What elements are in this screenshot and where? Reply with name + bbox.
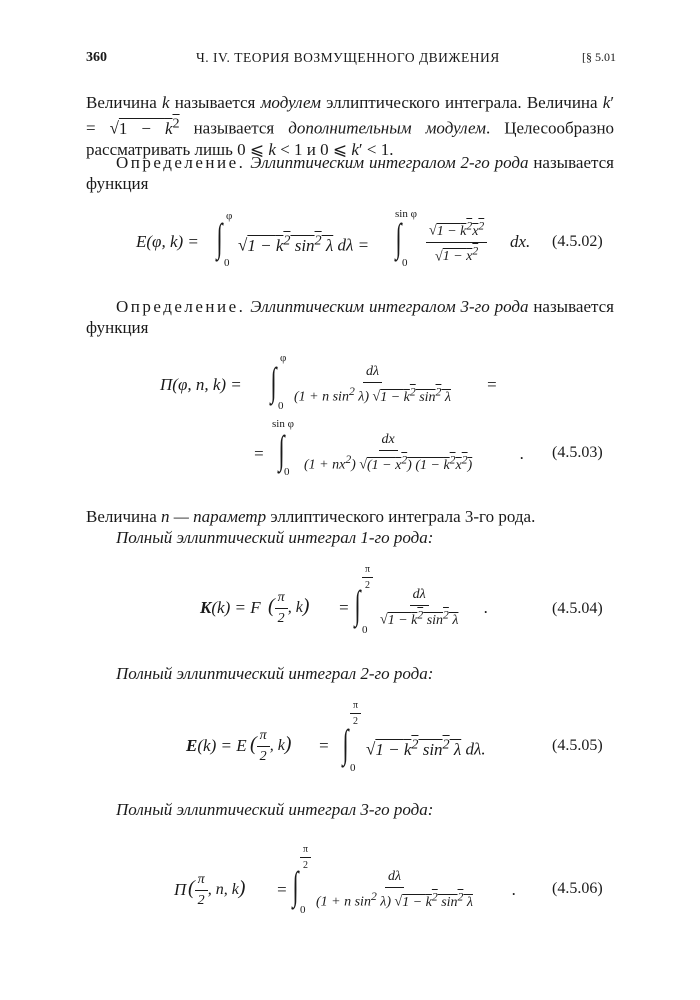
page-number: 360 xyxy=(86,50,107,65)
page-header xyxy=(86,50,616,70)
caption-first-kind: Полный эллиптический интеграл 1-го рода: xyxy=(116,528,434,547)
caption-third-kind: Полный эллиптический интеграл 3-го рода: xyxy=(116,800,434,819)
definition-second-kind: Определение. Эллиптическим интегралом 2-го рода называется функция xyxy=(86,153,615,193)
parameter-line: Величина n — параметр эллиптического интеграла 3-го рода. xyxy=(86,507,536,526)
modulus-paragraph: Величина k называется модулем эллиптического интеграла. Величина $k' = √1 - k^2$ называется дополнительным модулем. Целесообразно рассматривать лишь 0 ⩽ k < 1 и 0 ⩽ k′ < 1. xyxy=(86,93,615,159)
caption-second-kind: Полный эллиптический интеграл 2-го рода: xyxy=(116,664,434,683)
definition-third-kind: Определение. Эллиптическим интегралом 3-го рода называется функция xyxy=(86,297,615,337)
chapter-title: Ч. IV. ТЕОРИЯ ВОЗМУЩЕННОГО ДВИЖЕНИЯ xyxy=(196,50,500,65)
book-page: 360 Ч. IV. ТЕОРИЯ ВОЗМУЩЕННОГО ДВИЖЕНИЯ [§ 5.01 Величина k называется модулем эллиптического интеграла. Величина $k' = √1 - k^2$ называется дополнительным модулем. Целесообразно рассматривать лишь 0 ⩽ k < 1 и 0 ⩽ k′ < 1. Определение. Эллиптическим интегралом 2-го рода называется функция E(φ, k) = ∫ φ 0 $√1 - k^2$ $\sin^2 \lambda$ dλ = ∫ sin φ 0 $\frac{√1 - k^2x^2}{√1 - x^2}$ dx. (4.5.02) Определение. Эллиптическим интегралом 3-го рода называется функция Π(φ, n, k) = ∫ φ 0 $\frac{d\lambda}{(1 + n \sin^2 \lambda) √1 - k^2 \sin^2 \lambda}$ = = ∫ sin φ 0 $\frac{dx}{(1 + nx^2) √(1 - x^2) (1 - k^2x^2)}$ . (4.5.03) Величина n — параметр эллиптического интеграла 3-го рода. Полный эллиптический интеграл 1-го рода: K(k) = F ( $\frac{\pi}{2}$ , k) = ∫ $\frac{\pi}{2}$ 0 $\frac{d\lambda}{√1 - k^2 \sin^2 \lambda}$ . (4.5.04) Полный эллиптический интеграл 2-го рода: E(k) = E ( $\frac{\pi}{2}$ , k) = ∫ $\frac{\pi}{2}$ 0 $√1 - k^2$ $\sin^2 \lambda$ dλ. (4.5.05) Полный эллиптический интеграл 3-го рода: Π ( $\frac{\pi}{2}$ , n, k) = ∫ $\frac{\pi}{2}$ 0 $\frac{d\lambda}{(1 + n \sin^2 \lambda) √1 - k^2 \sin^2 \lambda}$ . (4.5.06) xyxy=(86,50,616,916)
section-ref: [§ 5.01 xyxy=(582,50,616,64)
